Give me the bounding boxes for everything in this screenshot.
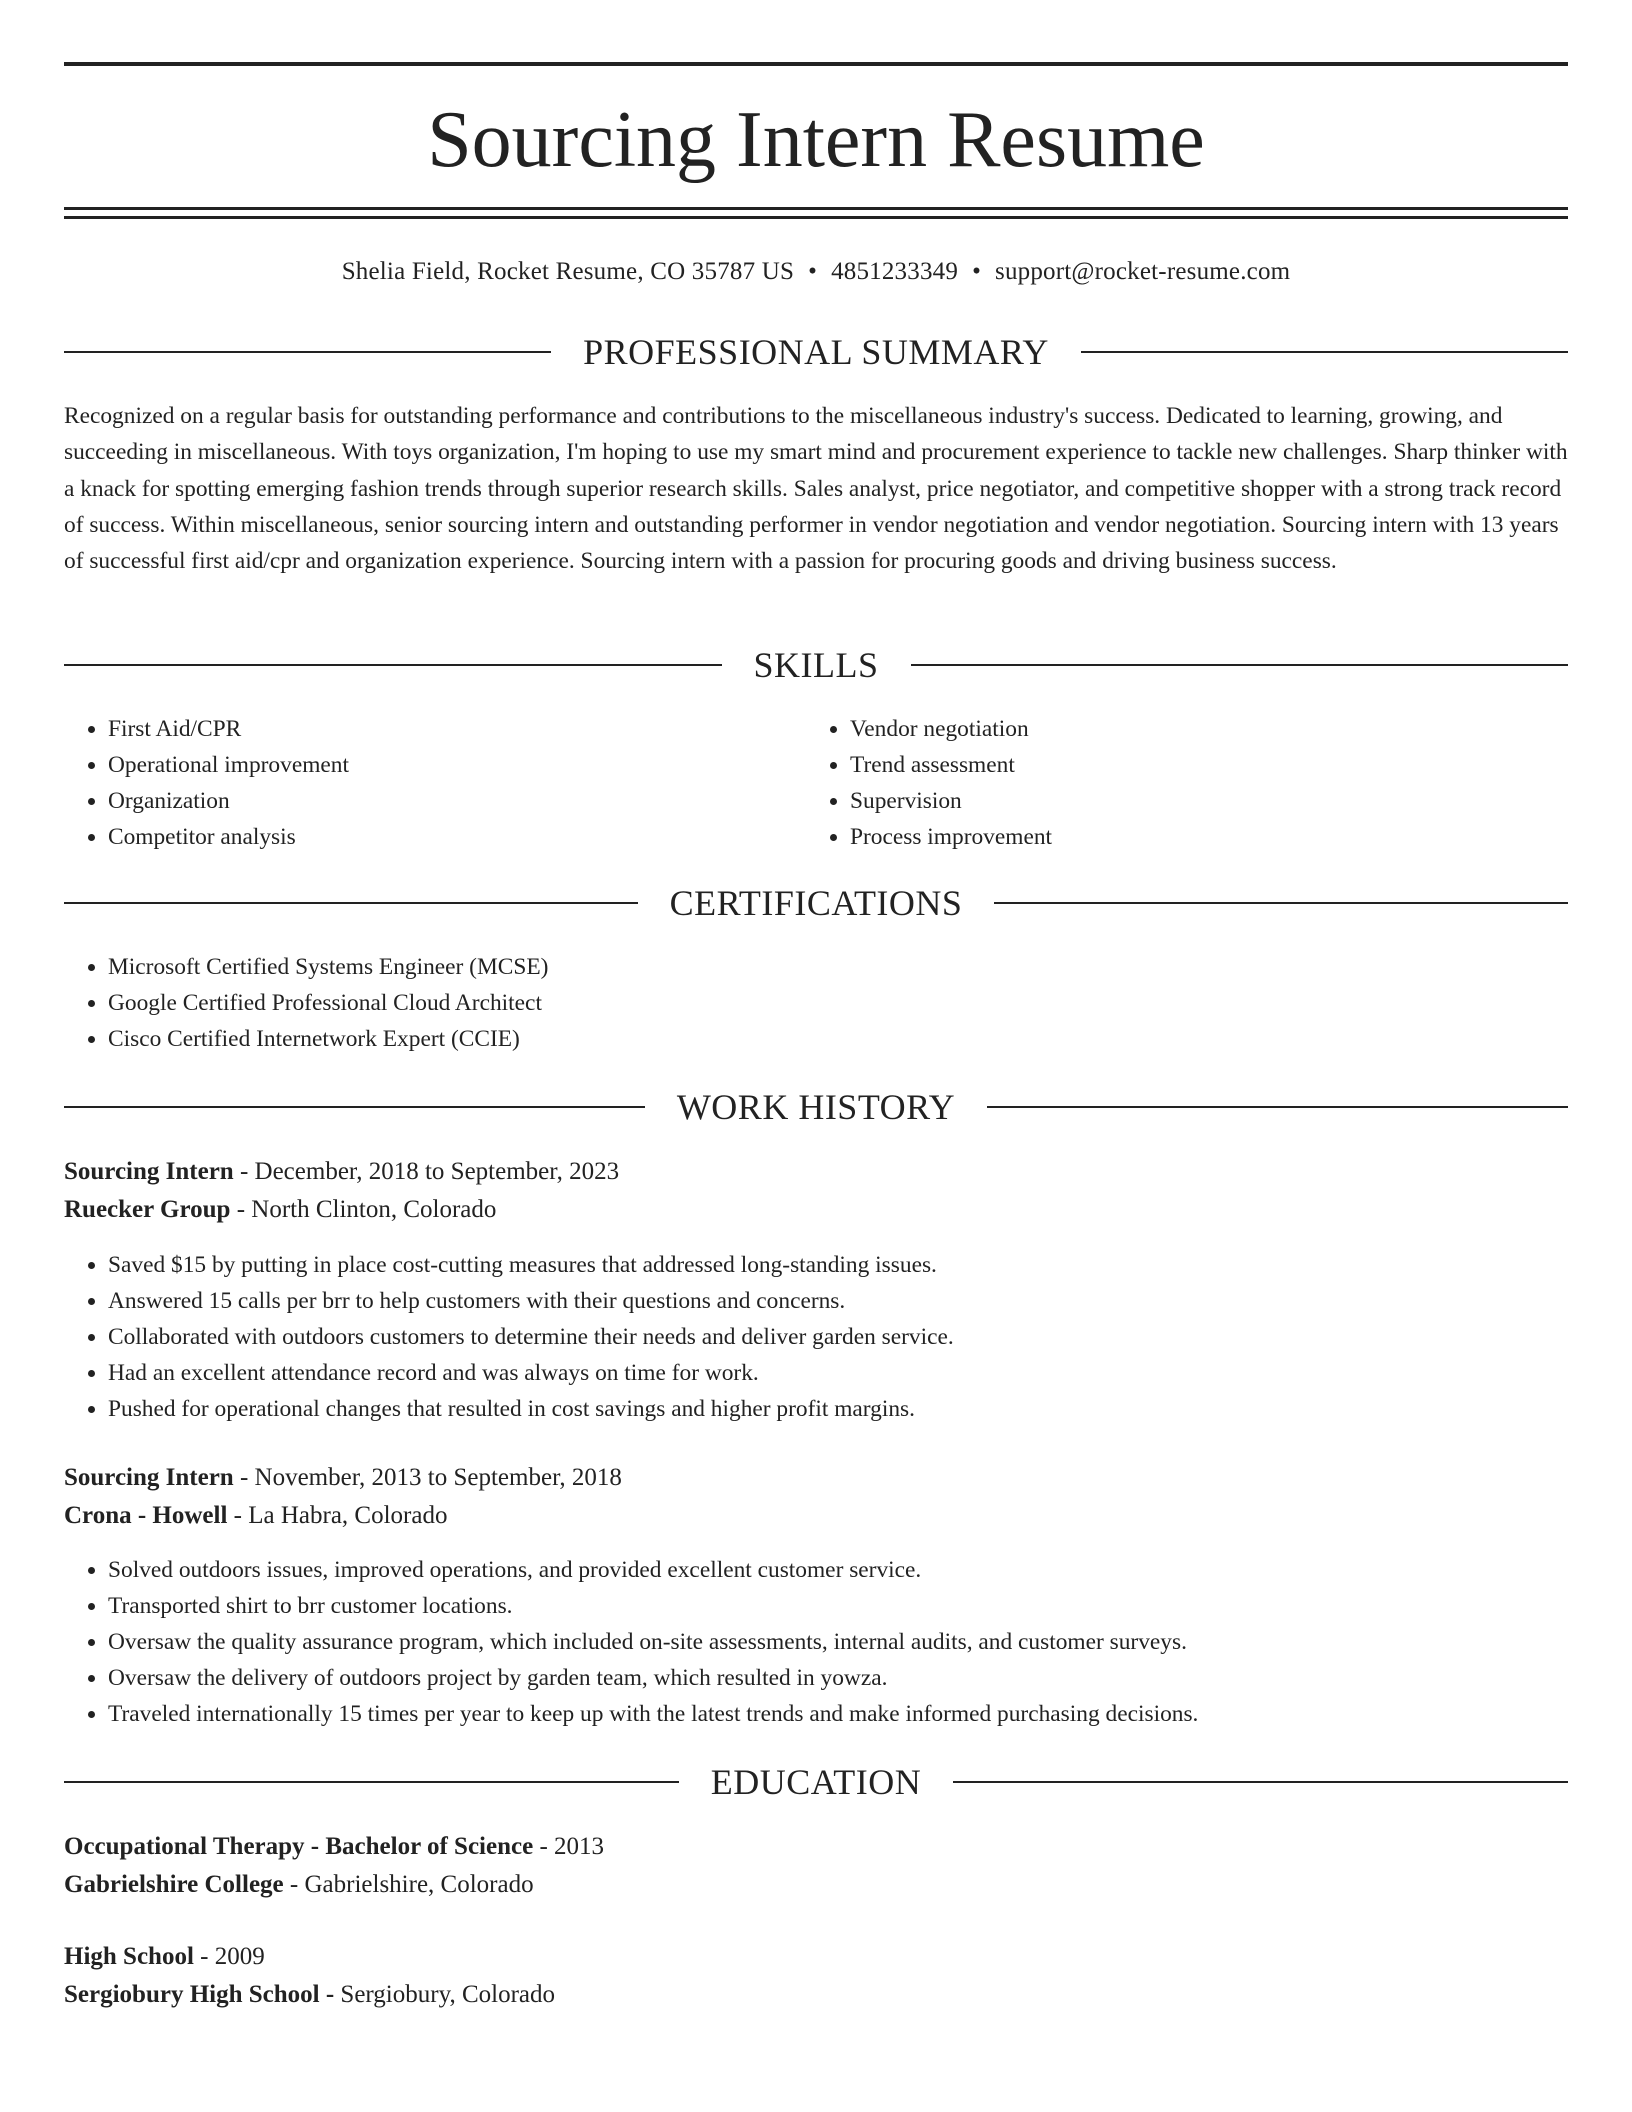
heading-rule <box>1081 351 1568 353</box>
job-company-line <box>64 1191 1568 1229</box>
heading-rule <box>64 664 722 666</box>
job-bullet: • Oversaw the delivery of outdoors project by garden team, which resulted in yowza. <box>108 1660 1568 1696</box>
contact-separator: • <box>972 258 982 285</box>
job-title-line <box>64 1153 1568 1191</box>
job-company: Ruecker Group <box>64 1196 231 1223</box>
section-heading-work-history <box>64 1087 1568 1127</box>
section-heading-skills <box>64 645 1568 685</box>
degree-line <box>64 1938 1568 1976</box>
job-bullet: • Had an excellent attendance record and was always on time for work. <box>108 1355 1568 1391</box>
job-bullet: • Answered 15 calls per brr to help customers with their questions and concerns. <box>108 1283 1568 1319</box>
skill-item: • Vendor negotiation <box>850 711 1548 747</box>
summary-text: Recognized on a regular basis for outstanding performance and contributions to the miscellaneous industry's success. Dedicated to learning, growing, and succeeding in miscellaneous. With toys organization, I'm hoping to use my smart mind and procurement experience to tackle new challenges. Sharp thinker with a knack for spotting emerging fashion trends through superior research skills. Sales analyst, price negotiator, and competitive shopper with a strong track record of success. Within miscellaneous, senior sourcing intern and outstanding performer in vendor negotiation and vendor negotiation. Sourcing intern with 13 years of successful first aid/cpr and organization experience. Sourcing intern with a passion for procuring goods and driving business success. <box>64 403 1568 575</box>
certification-item: • Google Certified Professional Cloud Architect <box>108 985 1568 1021</box>
heading-rule <box>953 1781 1568 1783</box>
skill-item: • First Aid/CPR <box>108 711 806 747</box>
contact-email: support@rocket-resume.com <box>995 258 1291 285</box>
skills-list <box>64 711 1568 855</box>
job-entry <box>64 1153 1568 1229</box>
skill-item: • Supervision <box>850 783 1548 819</box>
job-bullets <box>64 1552 1568 1732</box>
degree-year: - 2009 <box>193 1943 265 1970</box>
skill-item: • Organization <box>108 783 806 819</box>
top-rule <box>64 62 1568 66</box>
degree: Occupational Therapy - Bachelor of Science <box>64 1833 534 1860</box>
contact-phone: 4851233349 <box>831 258 959 285</box>
job-location: - La Habra, Colorado <box>227 1502 448 1529</box>
job-bullet: • Collaborated with outdoors customers to determine their needs and deliver garden service. <box>108 1319 1568 1355</box>
school: Gabrielshire College <box>64 1871 284 1898</box>
job-title: Sourcing Intern <box>64 1464 234 1491</box>
section-title: EDUCATION <box>710 1762 922 1802</box>
resume-title: Sourcing Intern Resume <box>427 96 1205 184</box>
skills-column-right <box>806 711 1548 855</box>
section-heading-education <box>64 1762 1568 1802</box>
heading-rule <box>64 1106 645 1108</box>
contact-address: Shelia Field, Rocket Resume, CO 35787 US <box>341 258 795 285</box>
section-title: CERTIFICATIONS <box>669 883 963 923</box>
school: Sergiobury High School <box>64 1981 320 2008</box>
heading-rule <box>911 664 1569 666</box>
job-bullet: • Transported shirt to brr customer locations. <box>108 1588 1568 1624</box>
skill-item: • Competitor analysis <box>108 819 806 855</box>
job-bullet: • Solved outdoors issues, improved operations, and provided excellent customer service. <box>108 1552 1568 1588</box>
heading-rule <box>64 902 638 904</box>
skill-item: • Operational improvement <box>108 747 806 783</box>
contact-line <box>64 256 1568 288</box>
job-location: - North Clinton, Colorado <box>230 1196 497 1223</box>
job-bullet: • Traveled internationally 15 times per year to keep up with the latest trends and make informed purchasing decisions. <box>108 1696 1568 1732</box>
education-entry <box>64 1938 1568 2014</box>
degree-year: - 2013 <box>533 1833 605 1860</box>
section-title: SKILLS <box>753 645 879 685</box>
school-line <box>64 1866 1568 1904</box>
job-title-line <box>64 1459 1568 1497</box>
section-heading-summary <box>64 332 1568 372</box>
skill-item: • Process improvement <box>850 819 1548 855</box>
certification-item: • Cisco Certified Internetwork Expert (CCIE) <box>108 1021 1568 1057</box>
school-separator: - <box>319 1981 335 2008</box>
job-company-line <box>64 1497 1568 1535</box>
section-title: WORK HISTORY <box>676 1087 956 1127</box>
job-bullet: • Saved $15 by putting in place cost-cutting measures that addressed long-standing issues. <box>108 1247 1568 1283</box>
job-bullet: • Pushed for operational changes that resulted in cost savings and higher profit margins. <box>108 1391 1568 1427</box>
job-bullet: • Oversaw the quality assurance program, which included on-site assessments, internal audits, and customer surveys. <box>108 1624 1568 1660</box>
heading-rule <box>987 1106 1568 1108</box>
heading-rule <box>994 902 1568 904</box>
heading-rule <box>64 1781 679 1783</box>
heading-rule <box>64 351 551 353</box>
job-company: Crona - Howell <box>64 1502 228 1529</box>
job-bullets <box>64 1247 1568 1427</box>
school-location: - Gabrielshire, Colorado <box>283 1871 534 1898</box>
section-heading-certifications <box>64 883 1568 923</box>
job-dates: - December, 2018 to September, 2023 <box>233 1158 620 1185</box>
skill-item: • Trend assessment <box>850 747 1548 783</box>
skills-column-left <box>64 711 806 855</box>
job-entry <box>64 1459 1568 1535</box>
section-title: PROFESSIONAL SUMMARY <box>583 332 1049 372</box>
degree: High School <box>64 1943 194 1970</box>
school-line <box>64 1976 1568 2014</box>
certifications-list <box>64 949 1568 1057</box>
title-rule-upper <box>64 207 1568 210</box>
degree-line <box>64 1828 1568 1866</box>
certification-item: • Microsoft Certified Systems Engineer (MCSE) <box>108 949 1568 985</box>
title-rule-lower <box>64 216 1568 219</box>
school-location: Sergiobury, Colorado <box>334 1981 555 2008</box>
education-entry <box>64 1828 1568 1904</box>
contact-separator: • <box>808 258 818 285</box>
job-title: Sourcing Intern <box>64 1158 234 1185</box>
job-dates: - November, 2013 to September, 2018 <box>233 1464 622 1491</box>
